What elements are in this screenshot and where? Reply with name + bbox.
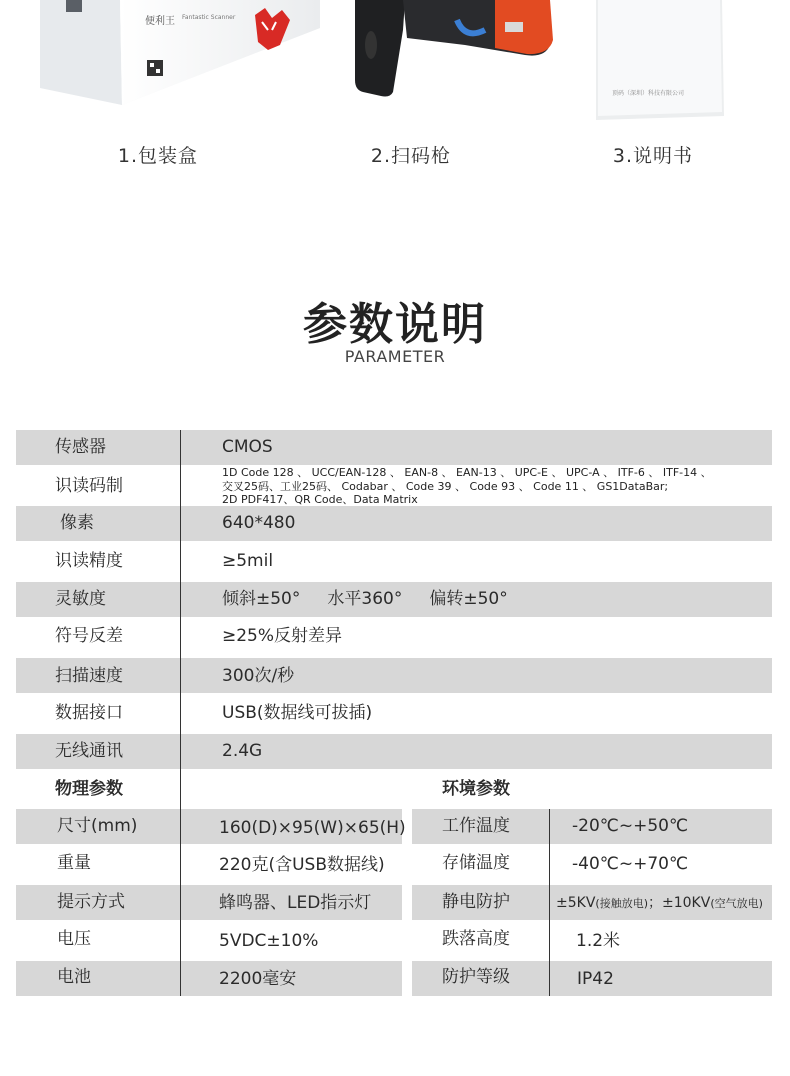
spec-value-symbologies-line1: 1D Code 128 、 UCC/EAN-128 、 EAN-8 、 EAN-13 、 UPC-E 、 UPC-A 、 ITF-6 、 ITF-14 、 (222, 466, 712, 479)
spec-label-sensitivity: 灵敏度 (55, 589, 106, 609)
column-divider (549, 809, 550, 996)
spec-value-sensor: CMOS (222, 437, 273, 457)
physical-value-voltage: 5VDC±10% (219, 931, 319, 951)
spec-value-pixels: 640*480 (222, 513, 296, 533)
physical-value-weight: 220克(含USB数据线) (219, 855, 385, 875)
spec-label-scan-speed: 扫描速度 (55, 666, 123, 686)
spec-value-scan-speed: 300次/秒 (222, 666, 295, 686)
env-value-operating-temp: -20℃~+50℃ (572, 816, 689, 836)
spec-label-sensor: 传感器 (55, 437, 106, 457)
column-divider (180, 430, 181, 996)
packaging-box-image (40, 0, 320, 105)
env-value-storage-temp: -40℃~+70℃ (572, 854, 689, 874)
caption-scanner: 2.扫码枪 (370, 145, 452, 167)
physical-label-indicator: 提示方式 (57, 892, 125, 912)
table-row-band (16, 734, 772, 769)
environment-params-title: 环境参数 (442, 779, 510, 799)
caption-manual: 3.说明书 (612, 145, 694, 167)
spec-value-interface: USB(数据线可拔插) (222, 703, 373, 723)
env-label-drop-height: 跌落高度 (442, 929, 510, 949)
caption-packaging-box: 1.包装盒 (117, 145, 199, 167)
physical-label-battery: 电池 (57, 967, 91, 987)
spec-value-wireless: 2.4G (222, 741, 263, 761)
physical-params-title: 物理参数 (55, 779, 123, 799)
spec-label-interface: 数据接口 (55, 703, 123, 723)
spec-value-symbologies-line3: 2D PDF417、QR Code、Data Matrix (222, 493, 418, 506)
physical-value-battery: 2200毫安 (219, 969, 297, 989)
spec-label-pixels: 像素 (60, 513, 94, 533)
table-row-band (16, 658, 772, 693)
env-value-ip-rating: IP42 (577, 969, 614, 989)
physical-value-indicator: 蜂鸣器、LED指示灯 (219, 893, 372, 913)
physical-value-size: 160(D)×95(W)×65(H) (219, 818, 406, 838)
spec-value-sensitivity: 倾斜±50° 水平360° 偏转±50° (222, 589, 508, 609)
spec-value-symbologies-line2: 交叉25码、工业25码、 Codabar 、 Code 39 、 Code 93 、 Code 11 、 GS1DataBar; (222, 480, 669, 493)
section-title: 参数说明 (303, 299, 487, 350)
spec-label-symbologies: 识读码制 (55, 476, 123, 496)
physical-label-voltage: 电压 (57, 929, 91, 949)
table-row-band (16, 506, 772, 541)
spec-label-contrast: 符号反差 (55, 626, 123, 646)
table-row-band (16, 961, 772, 996)
spec-label-resolution: 识读精度 (55, 551, 123, 571)
env-label-ip-rating: 防护等级 (442, 967, 510, 987)
env-label-esd: 静电防护 (442, 892, 510, 912)
spec-value-resolution: ≥5mil (222, 551, 274, 571)
box-brand-en-label: Fantastic Scanner (182, 14, 236, 21)
physical-label-weight: 重量 (57, 853, 91, 873)
spec-value-contrast: ≥25%反射差异 (222, 626, 343, 646)
env-value-drop-height: 1.2米 (576, 931, 621, 951)
env-label-storage-temp: 存储温度 (442, 853, 510, 873)
env-value-esd: ±5KV(接触放电)；±10KV(空气放电) (556, 895, 763, 911)
section-subtitle: PARAMETER (344, 347, 446, 366)
physical-label-size: 尺寸(mm) (57, 816, 138, 836)
table-row-band (16, 430, 772, 465)
manual-image (592, 0, 728, 122)
manual-company-text: 顶码（深圳）科技有限公司 (612, 90, 685, 97)
barcode-scanner-image (345, 0, 560, 100)
box-brand-label: 便利王 (145, 16, 175, 27)
env-label-operating-temp: 工作温度 (442, 816, 510, 836)
spec-label-wireless: 无线通讯 (55, 741, 123, 761)
